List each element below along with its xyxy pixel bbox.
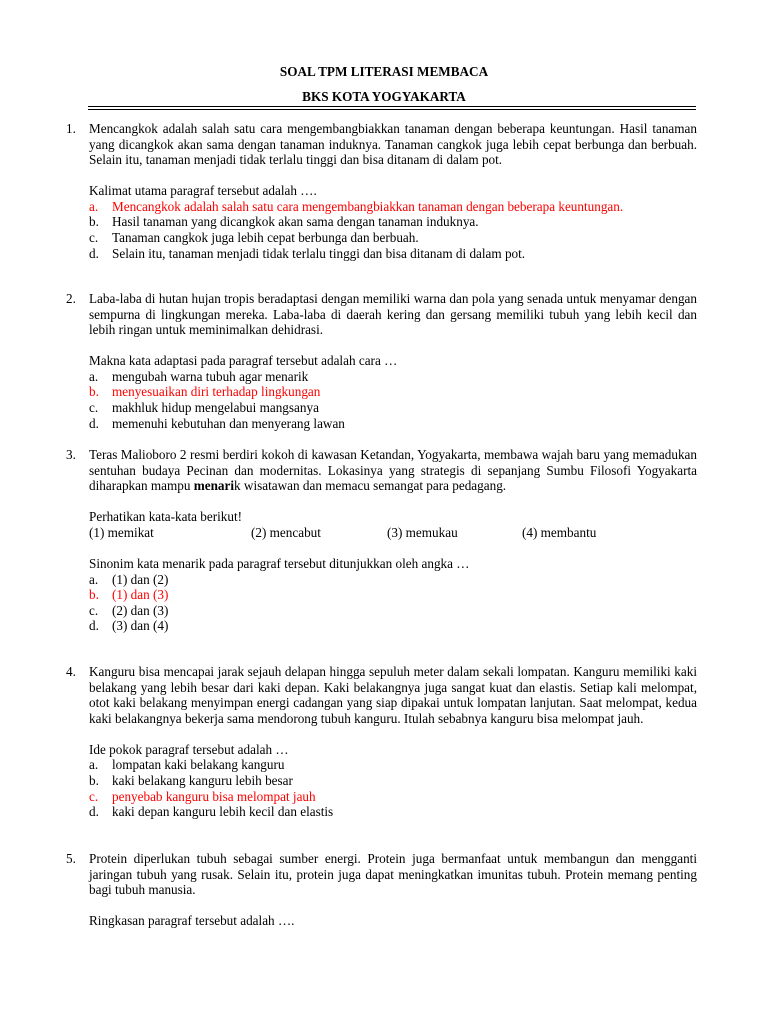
question-4 [89,664,697,820]
question-4-paragraph: Kanguru bisa mencapai jarak sejauh delapan hingga sepuluh meter dalam sekali lompatan. Kanguru memiliki kaki belakang yang lebih besar dari kaki depan. Kaki belakangnya juga sangat kuat dan elastis. Setiap kali melompat, otot kaki belakang menyimpan energi cadangan yang siap dipakai untuk lompatan lanjutan. Saat melompat, kedua kaki belakangnya bekerja sama mendorong tubuh kanguru. Itulah sebabnya kanguru bisa melompat jauh. [89,664,697,726]
question-5-prompt: Ringkasan paragraf tersebut adalah …. [89,913,295,929]
question-4-prompt: Ide pokok paragraf tersebut adalah … [89,741,289,757]
question-1-option-b[interactable]: b. Hasil tanaman yang dicangkok akan sama dengan tanaman induknya. [89,214,479,230]
question-2-prompt: Makna kata adaptasi pada paragraf tersebut adalah cara … [89,353,398,369]
header-rule-bottom [88,109,696,110]
question-4-option-b[interactable]: b. kaki belakang kanguru lebih besar [89,773,293,789]
question-4-number: 4. [66,664,76,679]
question-4-option-c[interactable]: c. penyebab kanguru bisa melompat jauh [89,788,316,804]
question-3-option-b[interactable]: b. (1) dan (3) [89,587,169,603]
question-3-option-a[interactable]: a. (1) dan (2) [89,571,169,587]
header-rule-top [88,106,696,107]
word-choice-1: (1) memikat [89,524,154,540]
question-2-number: 2. [66,291,76,306]
question-5 [89,851,697,929]
question-2-option-c[interactable]: c. makhluk hidup mengelabui mangsanya [89,400,319,416]
question-4-option-d[interactable]: d. kaki depan kanguru lebih kecil dan elastis [89,804,334,820]
question-1-option-a[interactable]: a. Mencangkok adalah salah satu cara mengembangbiakkan tanaman dengan beberapa keuntungan. [89,198,624,214]
question-5-number: 5. [66,851,76,866]
question-1-option-c[interactable]: c. Tanaman cangkok juga lebih cepat berbunga dan berbuah. [89,230,419,246]
question-2-option-a[interactable]: a. mengubah warna tubuh agar menarik [89,368,309,384]
question-3-option-d[interactable]: d. (3) dan (4) [89,618,169,634]
question-1-prompt: Kalimat utama paragraf tersebut adalah …. [89,183,317,199]
question-1-option-d[interactable]: d. Selain itu, tanaman menjadi tidak terlalu tinggi dan bisa ditanam di dalam pot. [89,245,526,261]
word-choice-3: (3) memukau [387,524,458,540]
question-3 [89,447,697,634]
question-4-option-a[interactable]: a. lompatan kaki belakang kanguru [89,757,285,773]
question-2-option-d[interactable]: d. memenuhi kebutuhan dan menyerang lawan [89,415,345,431]
question-3-bold-word: menari [193,478,235,494]
question-3-option-c[interactable]: c. (2) dan (3) [89,602,169,618]
word-choice-4: (4) membantu [522,524,597,540]
document-subtitle: BKS KOTA YOGYAKARTA [302,89,466,104]
question-1-paragraph: Mencangkok adalah salah satu cara mengembangbiakkan tanaman dengan beberapa keuntungan. Hasil tanaman yang dicangkok akan sama dengan tanaman induknya. Tanaman cangkok juga lebih cepat berbunga dan berbuah. Selain itu, tanaman menjadi tidak terlalu tinggi dan bisa ditanam di dalam pot. [89,121,697,168]
question-2-option-b[interactable]: b. menyesuaikan diri terhadap lingkungan [89,384,321,400]
question-3-word-list [89,525,697,541]
question-5-paragraph: Protein diperlukan tubuh sebagai sumber energi. Protein juga bermanfaat untuk membangun dan mengganti jaringan tubuh yang rusak. Selain itu, protein juga dapat meningkatkan imunitas tubuh. Protein memang penting bagi tubuh manusia. [89,851,697,898]
question-3-word-prompt: Perhatikan kata-kata berikut! [89,509,243,525]
question-1-number: 1. [66,121,76,136]
question-3-paragraph: Teras Malioboro 2 resmi berdiri kokoh di kawasan Ketandan, Yogyakarta, membawa wajah baru yang memadukan sentuhan budaya Pecinan dan modernitas. Lokasinya yang strategis di sepanjang Sumbu Filosofi Yogyakarta diharapkan mampu menarik wisatawan dan memacu semangat para pedagang. [89,447,697,494]
question-3-prompt: Sinonim kata menarik pada paragraf tersebut ditunjukkan oleh angka … [89,555,470,571]
question-2 [89,291,697,431]
question-2-paragraph: Laba-laba di hutan hujan tropis beradaptasi dengan memiliki warna dan pola yang senada untuk menyamar dengan sempurna di lingkungan mereka. Laba-laba di daerah kering dan gersang memiliki tubuh yang lebih kecil dan lebih ringan untuk meminimalkan dehidrasi. [89,291,697,338]
document-title: SOAL TPM LITERASI MEMBACA [279,64,489,79]
question-3-number: 3. [66,447,76,462]
word-choice-2: (2) mencabut [251,524,321,540]
question-1 [89,121,697,261]
